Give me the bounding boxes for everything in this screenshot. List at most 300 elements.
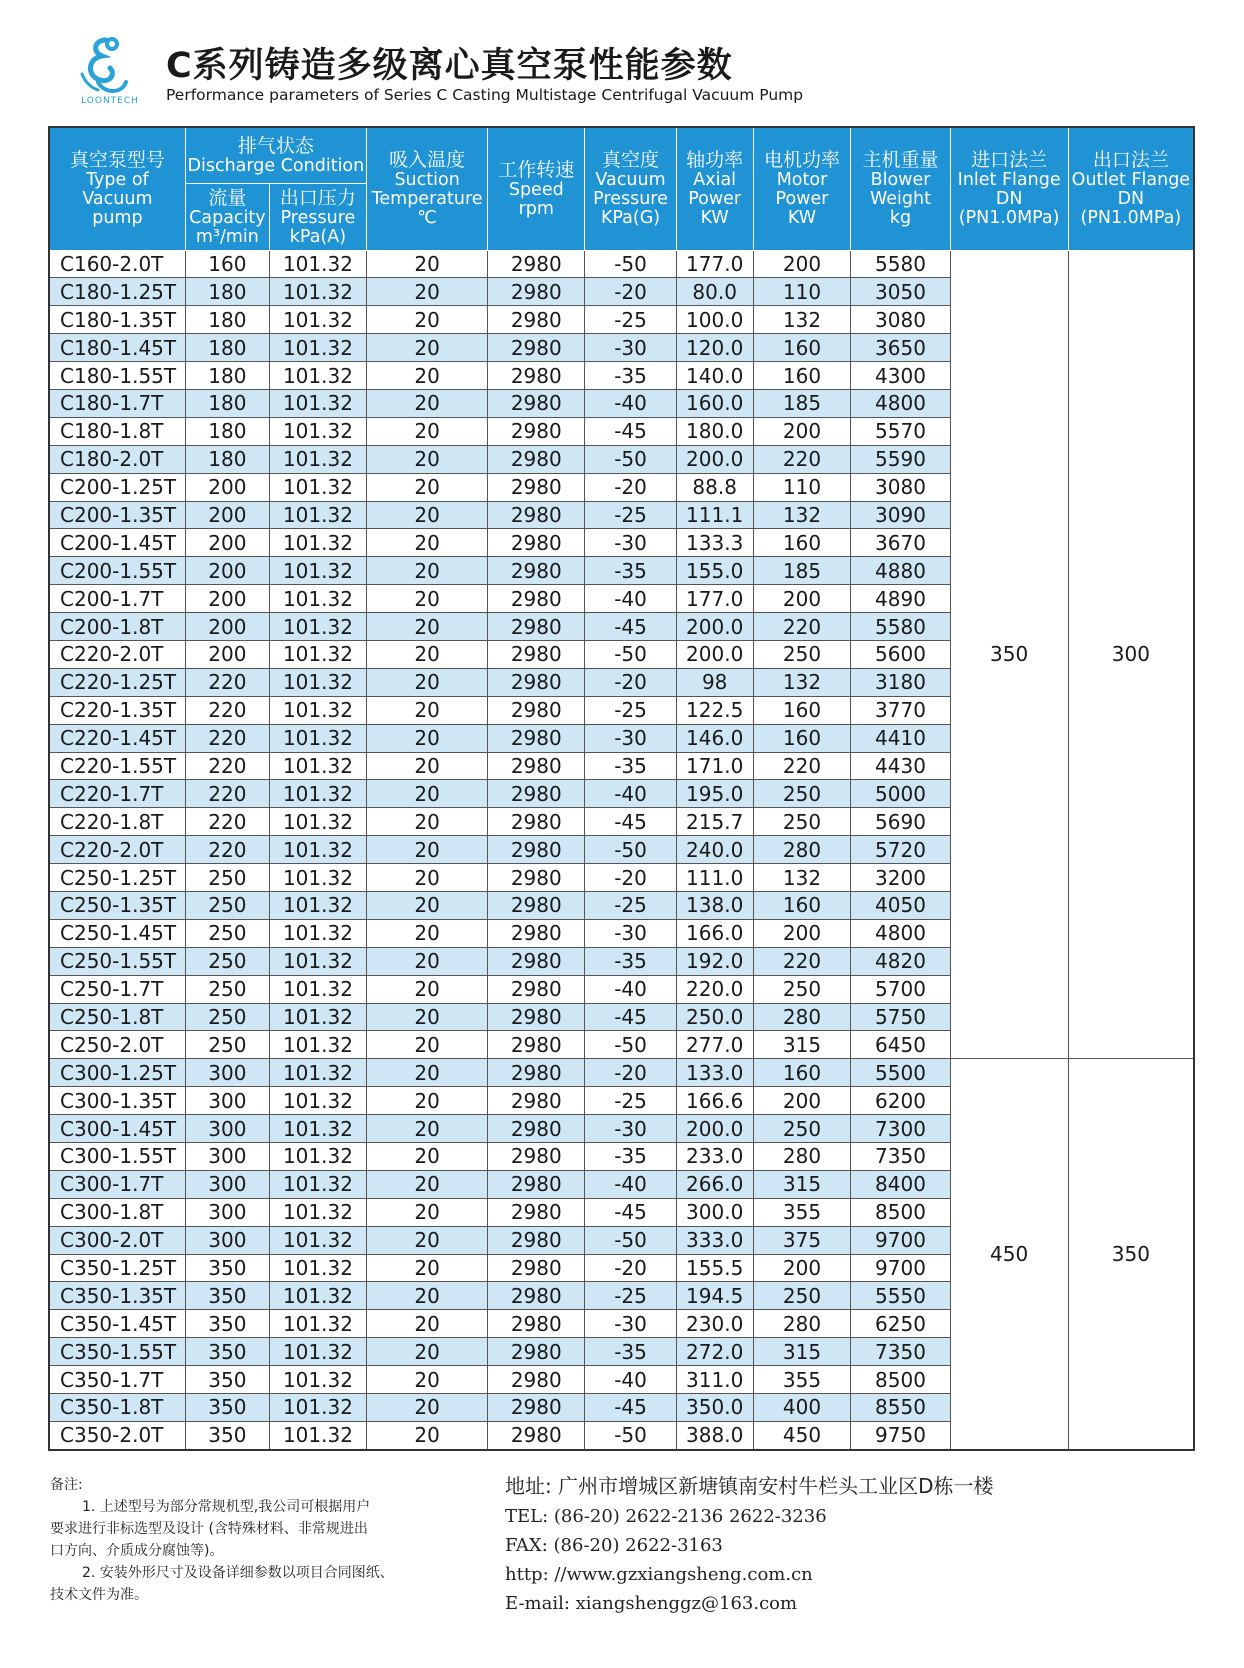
cell-model: C250-1.45T [49, 919, 185, 947]
cell-speed: 2980 [488, 1226, 585, 1254]
cell-weight: 3090 [851, 501, 950, 529]
cell-motor-power: 160 [753, 696, 851, 724]
cell-axial-power: 122.5 [676, 696, 753, 724]
cell-capacity: 200 [185, 613, 269, 641]
cell-outlet-flange: 300 [1068, 250, 1194, 1059]
cell-model: C220-1.25T [49, 668, 185, 696]
col-header-axial-power: 轴功率 Axial Power KW [676, 127, 753, 250]
cell-motor-power: 315 [753, 1031, 851, 1059]
cell-capacity: 300 [185, 1143, 269, 1171]
cell-weight: 6250 [851, 1310, 950, 1338]
cell-motor-power: 355 [753, 1366, 851, 1394]
cell-pressure: 101.32 [269, 752, 366, 780]
cell-suction-temp: 20 [366, 1031, 487, 1059]
cell-pressure: 101.32 [269, 947, 366, 975]
cell-model: C300-1.55T [49, 1143, 185, 1171]
cell-vacuum: -30 [585, 919, 677, 947]
cell-motor-power: 280 [753, 1310, 851, 1338]
cell-axial-power: 155.0 [676, 557, 753, 585]
cell-suction-temp: 20 [366, 1059, 487, 1087]
cell-axial-power: 177.0 [676, 585, 753, 613]
cell-axial-power: 200.0 [676, 1115, 753, 1143]
cell-axial-power: 146.0 [676, 724, 753, 752]
cell-model: C200-1.35T [49, 501, 185, 529]
cell-capacity: 350 [185, 1254, 269, 1282]
cell-suction-temp: 20 [366, 919, 487, 947]
cell-suction-temp: 20 [366, 668, 487, 696]
cell-motor-power: 375 [753, 1226, 851, 1254]
cell-weight: 5750 [851, 1003, 950, 1031]
cell-vacuum: -45 [585, 1003, 677, 1031]
cell-speed: 2980 [488, 1421, 585, 1449]
cell-speed: 2980 [488, 613, 585, 641]
cell-speed: 2980 [488, 919, 585, 947]
cell-speed: 2980 [488, 724, 585, 752]
cell-speed: 2980 [488, 1198, 585, 1226]
cell-suction-temp: 20 [366, 724, 487, 752]
cell-weight: 8550 [851, 1394, 950, 1422]
cell-capacity: 180 [185, 278, 269, 306]
cell-model: C180-1.35T [49, 306, 185, 334]
cell-speed: 2980 [488, 864, 585, 892]
cell-vacuum: -30 [585, 529, 677, 557]
cell-motor-power: 220 [753, 445, 851, 473]
cell-motor-power: 315 [753, 1170, 851, 1198]
cell-suction-temp: 20 [366, 334, 487, 362]
cell-capacity: 350 [185, 1338, 269, 1366]
cell-pressure: 101.32 [269, 585, 366, 613]
cell-capacity: 250 [185, 947, 269, 975]
cell-vacuum: -35 [585, 1338, 677, 1366]
cell-motor-power: 450 [753, 1421, 851, 1449]
col-header-vacuum: 真空度 Vacuum Pressure KPa(G) [585, 127, 677, 250]
cell-capacity: 220 [185, 808, 269, 836]
cell-capacity: 250 [185, 919, 269, 947]
cell-capacity: 350 [185, 1310, 269, 1338]
page-title: C系列铸造多级离心真空泵性能参数 [166, 46, 733, 86]
cell-suction-temp: 20 [366, 362, 487, 390]
cell-suction-temp: 20 [366, 250, 487, 278]
cell-weight: 3650 [851, 334, 950, 362]
cell-axial-power: 233.0 [676, 1143, 753, 1171]
cell-model: C200-1.55T [49, 557, 185, 585]
cell-weight: 3670 [851, 529, 950, 557]
cell-model: C250-1.25T [49, 864, 185, 892]
cell-motor-power: 160 [753, 362, 851, 390]
cell-capacity: 180 [185, 362, 269, 390]
cell-suction-temp: 20 [366, 1282, 487, 1310]
cell-axial-power: 266.0 [676, 1170, 753, 1198]
cell-motor-power: 280 [753, 1143, 851, 1171]
cell-capacity: 180 [185, 334, 269, 362]
cell-axial-power: 120.0 [676, 334, 753, 362]
cell-axial-power: 192.0 [676, 947, 753, 975]
cell-pressure: 101.32 [269, 473, 366, 501]
cell-model: C180-1.7T [49, 389, 185, 417]
cell-axial-power: 138.0 [676, 891, 753, 919]
cell-motor-power: 200 [753, 417, 851, 445]
cell-vacuum: -35 [585, 752, 677, 780]
cell-axial-power: 200.0 [676, 613, 753, 641]
performance-table-container [48, 126, 1195, 1451]
cell-weight: 3080 [851, 306, 950, 334]
cell-capacity: 180 [185, 417, 269, 445]
cell-pressure: 101.32 [269, 613, 366, 641]
cell-weight: 4880 [851, 557, 950, 585]
cell-pressure: 101.32 [269, 696, 366, 724]
cell-axial-power: 195.0 [676, 780, 753, 808]
cell-weight: 5720 [851, 836, 950, 864]
cell-vacuum: -25 [585, 1282, 677, 1310]
cell-suction-temp: 20 [366, 557, 487, 585]
cell-weight: 4820 [851, 947, 950, 975]
cell-suction-temp: 20 [366, 1338, 487, 1366]
cell-model: C250-2.0T [49, 1031, 185, 1059]
cell-pressure: 101.32 [269, 306, 366, 334]
cell-motor-power: 185 [753, 557, 851, 585]
cell-weight: 3180 [851, 668, 950, 696]
cell-suction-temp: 20 [366, 1198, 487, 1226]
cell-suction-temp: 20 [366, 640, 487, 668]
cell-outlet-flange: 350 [1068, 1059, 1194, 1450]
cell-vacuum: -20 [585, 668, 677, 696]
cell-model: C180-1.55T [49, 362, 185, 390]
cell-speed: 2980 [488, 780, 585, 808]
cell-model: C300-1.35T [49, 1087, 185, 1115]
cell-weight: 5000 [851, 780, 950, 808]
telephone: TEL: (86-20) 2622-2136 2622-3236 [505, 1506, 827, 1527]
cell-motor-power: 200 [753, 919, 851, 947]
cell-axial-power: 215.7 [676, 808, 753, 836]
cell-axial-power: 250.0 [676, 1003, 753, 1031]
cell-axial-power: 194.5 [676, 1282, 753, 1310]
cell-capacity: 220 [185, 780, 269, 808]
notes-section [50, 1474, 470, 1606]
cell-suction-temp: 20 [366, 808, 487, 836]
cell-axial-power: 171.0 [676, 752, 753, 780]
cell-axial-power: 98 [676, 668, 753, 696]
cell-speed: 2980 [488, 362, 585, 390]
cell-suction-temp: 20 [366, 278, 487, 306]
col-header-capacity: 流量 Capacity m³/min [185, 183, 269, 250]
cell-capacity: 300 [185, 1198, 269, 1226]
cell-model: C160-2.0T [49, 250, 185, 278]
cell-speed: 2980 [488, 1003, 585, 1031]
cell-motor-power: 355 [753, 1198, 851, 1226]
cell-weight: 5500 [851, 1059, 950, 1087]
cell-model: C180-1.25T [49, 278, 185, 306]
cell-vacuum: -40 [585, 1170, 677, 1198]
cell-suction-temp: 20 [366, 836, 487, 864]
col-header-discharge: 排气状态 Discharge Condition [185, 127, 366, 183]
cell-speed: 2980 [488, 529, 585, 557]
cell-motor-power: 250 [753, 808, 851, 836]
cell-model: C200-1.25T [49, 473, 185, 501]
cell-speed: 2980 [488, 1366, 585, 1394]
cell-weight: 6450 [851, 1031, 950, 1059]
cell-pressure: 101.32 [269, 1338, 366, 1366]
cell-speed: 2980 [488, 1115, 585, 1143]
cell-vacuum: -50 [585, 1226, 677, 1254]
table-body [49, 250, 1194, 1450]
cell-suction-temp: 20 [366, 1143, 487, 1171]
cell-weight: 8500 [851, 1198, 950, 1226]
cell-weight: 6200 [851, 1087, 950, 1115]
cell-pressure: 101.32 [269, 1282, 366, 1310]
cell-vacuum: -50 [585, 445, 677, 473]
col-header-speed: 工作转速 Speed rpm [488, 127, 585, 250]
cell-capacity: 160 [185, 250, 269, 278]
cell-weight: 5580 [851, 250, 950, 278]
cell-speed: 2980 [488, 306, 585, 334]
cell-vacuum: -45 [585, 808, 677, 836]
cell-motor-power: 220 [753, 613, 851, 641]
cell-pressure: 101.32 [269, 836, 366, 864]
fax: FAX: (86-20) 2622-3163 [505, 1535, 723, 1556]
cell-vacuum: -20 [585, 473, 677, 501]
cell-speed: 2980 [488, 668, 585, 696]
cell-motor-power: 250 [753, 780, 851, 808]
cell-capacity: 220 [185, 752, 269, 780]
cell-suction-temp: 20 [366, 585, 487, 613]
cell-speed: 2980 [488, 696, 585, 724]
cell-capacity: 350 [185, 1394, 269, 1422]
cell-capacity: 250 [185, 1003, 269, 1031]
col-header-inlet-flange: 进口法兰 Inlet Flange DN (PN1.0MPa) [950, 127, 1068, 250]
col-header-outlet-flange: 出口法兰 Outlet Flange DN (PN1.0MPa) [1068, 127, 1194, 250]
cell-suction-temp: 20 [366, 975, 487, 1003]
cell-pressure: 101.32 [269, 919, 366, 947]
cell-speed: 2980 [488, 1087, 585, 1115]
cell-model: C220-1.35T [49, 696, 185, 724]
cell-motor-power: 160 [753, 891, 851, 919]
cell-motor-power: 400 [753, 1394, 851, 1422]
cell-speed: 2980 [488, 947, 585, 975]
cell-motor-power: 160 [753, 529, 851, 557]
cell-vacuum: -25 [585, 891, 677, 919]
cell-speed: 2980 [488, 334, 585, 362]
cell-suction-temp: 20 [366, 306, 487, 334]
cell-axial-power: 230.0 [676, 1310, 753, 1338]
cell-suction-temp: 20 [366, 501, 487, 529]
cell-vacuum: -20 [585, 1254, 677, 1282]
cell-pressure: 101.32 [269, 334, 366, 362]
cell-speed: 2980 [488, 1282, 585, 1310]
cell-weight: 5600 [851, 640, 950, 668]
cell-capacity: 200 [185, 529, 269, 557]
cell-speed: 2980 [488, 1031, 585, 1059]
company-address: 地址: 广州市增城区新塘镇南安村牛栏头工业区D栋一楼 [505, 1474, 994, 1498]
cell-speed: 2980 [488, 975, 585, 1003]
table-row [49, 1059, 1194, 1087]
cell-vacuum: -20 [585, 864, 677, 892]
cell-capacity: 250 [185, 975, 269, 1003]
website-link[interactable]: http: //www.gzxiangsheng.com.cn [505, 1564, 813, 1585]
cell-vacuum: -35 [585, 362, 677, 390]
cell-vacuum: -30 [585, 334, 677, 362]
cell-pressure: 101.32 [269, 1310, 366, 1338]
cell-suction-temp: 20 [366, 529, 487, 557]
cell-axial-power: 350.0 [676, 1394, 753, 1422]
cell-capacity: 350 [185, 1282, 269, 1310]
cell-suction-temp: 20 [366, 780, 487, 808]
cell-speed: 2980 [488, 557, 585, 585]
cell-motor-power: 220 [753, 752, 851, 780]
cell-motor-power: 185 [753, 389, 851, 417]
cell-vacuum: -50 [585, 1421, 677, 1449]
cell-vacuum: -40 [585, 780, 677, 808]
cell-weight: 5580 [851, 613, 950, 641]
cell-vacuum: -50 [585, 640, 677, 668]
col-header-motor-power: 电机功率 Motor Power KW [753, 127, 851, 250]
cell-model: C350-2.0T [49, 1421, 185, 1449]
cell-model: C350-1.35T [49, 1282, 185, 1310]
cell-weight: 3050 [851, 278, 950, 306]
cell-motor-power: 160 [753, 724, 851, 752]
cell-axial-power: 277.0 [676, 1031, 753, 1059]
col-header-suction: 吸入温度 Suction Temperature ℃ [366, 127, 487, 250]
cell-suction-temp: 20 [366, 613, 487, 641]
cell-weight: 4890 [851, 585, 950, 613]
cell-suction-temp: 20 [366, 1003, 487, 1031]
cell-axial-power: 133.0 [676, 1059, 753, 1087]
cell-vacuum: -30 [585, 1310, 677, 1338]
cell-model: C300-1.25T [49, 1059, 185, 1087]
cell-model: C350-1.45T [49, 1310, 185, 1338]
cell-speed: 2980 [488, 808, 585, 836]
cell-model: C350-1.8T [49, 1394, 185, 1422]
cell-motor-power: 132 [753, 501, 851, 529]
cell-motor-power: 315 [753, 1338, 851, 1366]
cell-model: C350-1.25T [49, 1254, 185, 1282]
cell-vacuum: -40 [585, 975, 677, 1003]
cell-model: C250-1.35T [49, 891, 185, 919]
cell-speed: 2980 [488, 836, 585, 864]
cell-suction-temp: 20 [366, 1170, 487, 1198]
cell-speed: 2980 [488, 389, 585, 417]
cell-motor-power: 250 [753, 1282, 851, 1310]
cell-weight: 7350 [851, 1338, 950, 1366]
cell-capacity: 300 [185, 1226, 269, 1254]
cell-suction-temp: 20 [366, 1394, 487, 1422]
cell-speed: 2980 [488, 1338, 585, 1366]
cell-axial-power: 140.0 [676, 362, 753, 390]
cell-axial-power: 388.0 [676, 1421, 753, 1449]
cell-speed: 2980 [488, 501, 585, 529]
cell-axial-power: 300.0 [676, 1198, 753, 1226]
cell-pressure: 101.32 [269, 362, 366, 390]
cell-pressure: 101.32 [269, 445, 366, 473]
cell-capacity: 200 [185, 640, 269, 668]
note-1-line-2: 要求进行非标选型及设计 (含特殊材料、非常规进出 [50, 1521, 368, 1537]
table-row [49, 250, 1194, 278]
cell-pressure: 101.32 [269, 529, 366, 557]
cell-axial-power: 133.3 [676, 529, 753, 557]
cell-axial-power: 155.5 [676, 1254, 753, 1282]
cell-motor-power: 110 [753, 278, 851, 306]
cell-speed: 2980 [488, 1310, 585, 1338]
cell-suction-temp: 20 [366, 389, 487, 417]
cell-vacuum: -45 [585, 417, 677, 445]
cell-suction-temp: 20 [366, 473, 487, 501]
cell-motor-power: 132 [753, 864, 851, 892]
notes-heading: 备注: [50, 1477, 83, 1493]
cell-axial-power: 333.0 [676, 1226, 753, 1254]
cell-inlet-flange: 350 [950, 250, 1068, 1059]
cell-model: C250-1.7T [49, 975, 185, 1003]
cell-axial-power: 166.0 [676, 919, 753, 947]
cell-weight: 3200 [851, 864, 950, 892]
cell-pressure: 101.32 [269, 250, 366, 278]
cell-capacity: 220 [185, 696, 269, 724]
cell-model: C200-1.7T [49, 585, 185, 613]
page-header [70, 30, 1210, 120]
cell-vacuum: -50 [585, 836, 677, 864]
cell-pressure: 101.32 [269, 975, 366, 1003]
note-1-line-3: 口方向、介质成分腐蚀等)。 [50, 1543, 224, 1559]
cell-vacuum: -40 [585, 389, 677, 417]
cell-vacuum: -35 [585, 557, 677, 585]
cell-suction-temp: 20 [366, 864, 487, 892]
cell-weight: 4410 [851, 724, 950, 752]
logo-text: LOONTECH [81, 96, 139, 106]
cell-capacity: 220 [185, 836, 269, 864]
cell-suction-temp: 20 [366, 1254, 487, 1282]
cell-pressure: 101.32 [269, 1115, 366, 1143]
cell-pressure: 101.32 [269, 1394, 366, 1422]
cell-weight: 8400 [851, 1170, 950, 1198]
cell-axial-power: 200.0 [676, 640, 753, 668]
cell-weight: 9700 [851, 1226, 950, 1254]
cell-motor-power: 280 [753, 1003, 851, 1031]
cell-axial-power: 177.0 [676, 250, 753, 278]
cell-axial-power: 180.0 [676, 417, 753, 445]
cell-weight: 5570 [851, 417, 950, 445]
cell-vacuum: -20 [585, 278, 677, 306]
cell-speed: 2980 [488, 585, 585, 613]
cell-axial-power: 100.0 [676, 306, 753, 334]
cell-motor-power: 250 [753, 640, 851, 668]
cell-capacity: 350 [185, 1366, 269, 1394]
cell-suction-temp: 20 [366, 1366, 487, 1394]
cell-speed: 2980 [488, 640, 585, 668]
note-2-line-1: 2. 安装外形尺寸及设备详细参数以项目合同图纸、 [82, 1565, 394, 1581]
cell-speed: 2980 [488, 278, 585, 306]
cell-vacuum: -50 [585, 1031, 677, 1059]
cell-vacuum: -25 [585, 306, 677, 334]
cell-motor-power: 280 [753, 836, 851, 864]
cell-pressure: 101.32 [269, 808, 366, 836]
cell-weight: 5690 [851, 808, 950, 836]
cell-motor-power: 250 [753, 975, 851, 1003]
cell-motor-power: 110 [753, 473, 851, 501]
cell-capacity: 200 [185, 585, 269, 613]
email-link[interactable]: E-mail: xiangshenggz@163.com [505, 1593, 798, 1614]
cell-vacuum: -45 [585, 1198, 677, 1226]
cell-weight: 4050 [851, 891, 950, 919]
cell-pressure: 101.32 [269, 1087, 366, 1115]
cell-model: C300-1.7T [49, 1170, 185, 1198]
cell-vacuum: -45 [585, 613, 677, 641]
cell-model: C200-1.45T [49, 529, 185, 557]
cell-model: C220-1.8T [49, 808, 185, 836]
cell-pressure: 101.32 [269, 417, 366, 445]
cell-pressure: 101.32 [269, 1170, 366, 1198]
cell-weight: 9750 [851, 1421, 950, 1449]
cell-vacuum: -40 [585, 585, 677, 613]
cell-weight: 4800 [851, 389, 950, 417]
cell-vacuum: -35 [585, 1143, 677, 1171]
